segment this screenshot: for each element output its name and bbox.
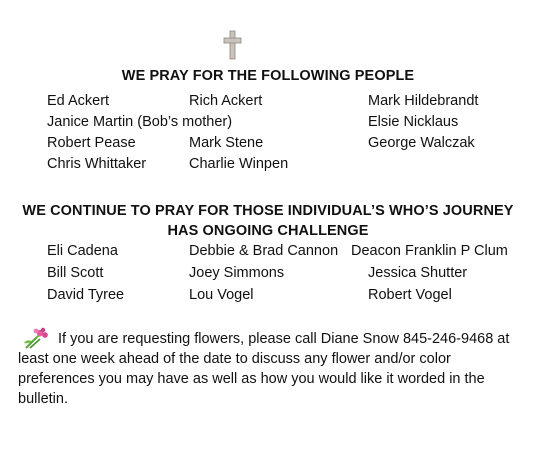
cross-icon — [222, 30, 242, 60]
section-heading-ongoing: WE CONTINUE TO PRAY FOR THOSE INDIVIDUAL’S WHO’S JOURNEY — [22, 203, 514, 219]
prayer-name: Chris Whittaker — [47, 156, 147, 172]
prayer-name: Rich Ackert — [189, 93, 263, 109]
section-heading-pray: WE PRAY FOR THE FOLLOWING PEOPLE — [121, 68, 415, 84]
prayer-name: George Walczak — [368, 135, 475, 151]
prayer-name: Ed Ackert — [47, 93, 110, 109]
ongoing-name: Eli Cadena — [47, 243, 118, 259]
flowers-request-text: If you are requesting flowers, please call Diane Snow 845-246-9468 at least one week ahead of the date to discuss any flower and/or color preferences you may have as well as how you would like it worded in the bulletin. — [18, 331, 510, 407]
section-heading-ongoing-line2: HAS ONGOING CHALLENGE — [167, 223, 369, 239]
flowers-request-paragraph — [18, 327, 518, 409]
ongoing-name: Jessica Shutter — [368, 265, 468, 281]
ongoing-name: Lou Vogel — [189, 287, 254, 303]
ongoing-name: Debbie & Brad Cannon — [189, 243, 339, 259]
ongoing-name: Deacon Franklin P Clum — [351, 243, 508, 259]
prayer-name: Janice Martin (Bob’s mother) — [47, 114, 233, 130]
prayer-name: Mark Hildebrandt — [368, 93, 479, 109]
prayer-name: Charlie Winpen — [189, 156, 289, 172]
ongoing-name: Robert Vogel — [368, 287, 452, 303]
prayer-name: Mark Stene — [189, 135, 264, 151]
ongoing-name: David Tyree — [47, 287, 125, 303]
ongoing-name: Joey Simmons — [189, 265, 285, 281]
ongoing-name: Bill Scott — [47, 265, 104, 281]
prayer-name: Elsie Nicklaus — [368, 114, 459, 130]
flower-bouquet-icon — [18, 327, 58, 349]
prayer-name: Robert Pease — [47, 135, 136, 151]
